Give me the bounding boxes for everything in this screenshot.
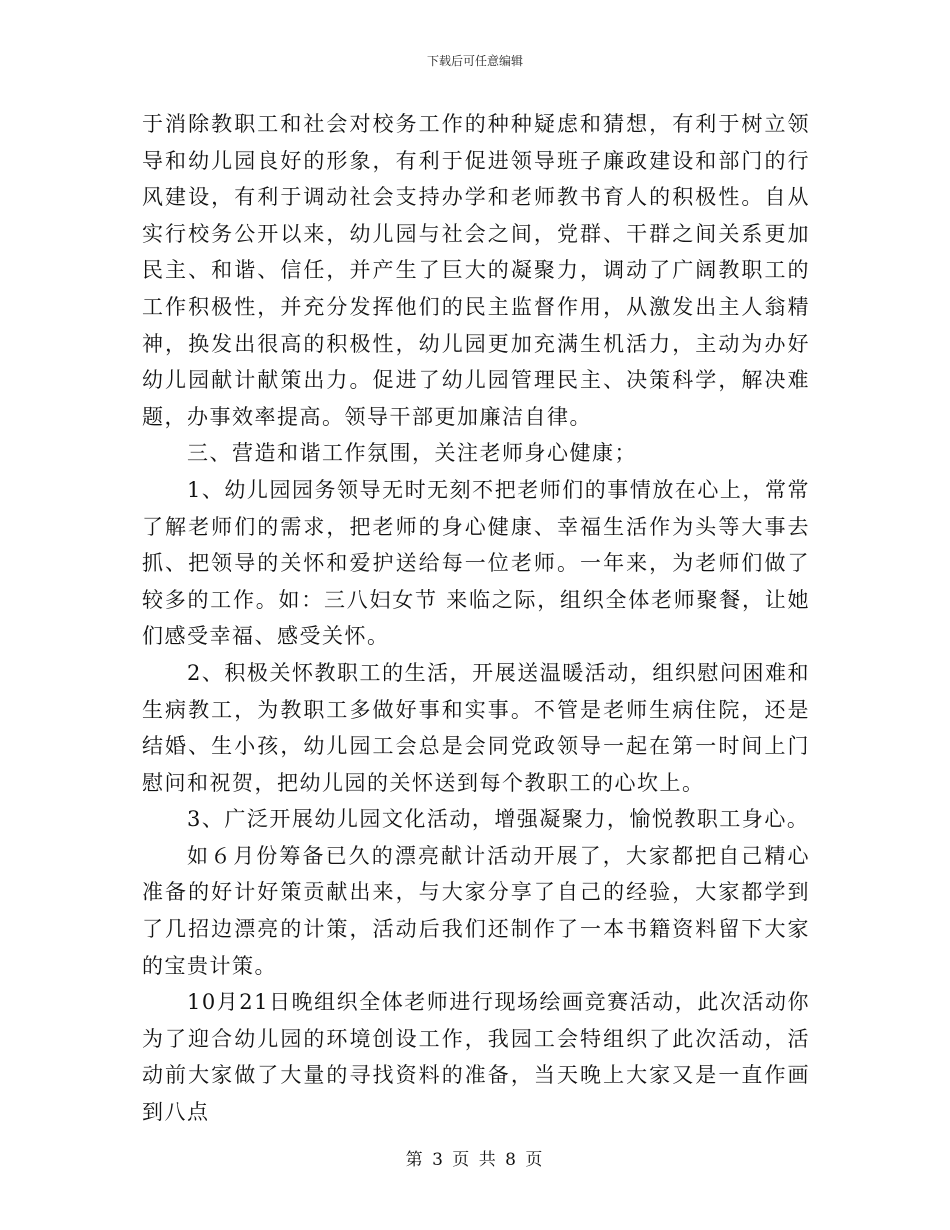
paragraph-june-activity: 如６月份筹备已久的漂亮献计活动开展了，大家都把自己精心准备的好计好策贡献出来，与大家分享了自己的经验，大家都学到了几招边漂亮的计策，活动后我们还制作了一本书籍资料留下大家的宝贵计策。 xyxy=(142,843,810,978)
paragraph-october-activity: 10月21日晚组织全体老师进行现场绘画竞赛活动，此次活动你为了迎合幼儿园的环境创设工作，我园工会特组织了此次活动，活动前大家做了大量的寻找资料的准备，当天晚上大家又是一直作画到八点 xyxy=(142,990,810,1125)
page-number-footer: 第 3 页 共 8 页 xyxy=(405,1150,545,1170)
document-body xyxy=(142,106,810,1131)
page-header: 下载后可任意编辑 xyxy=(426,54,523,68)
paragraph-item-2: 2、积极关怀教职工的生活，开展送温暖活动，组织慰问困难和生病教工，为教职工多做好事和实事。不管是老师生病住院，还是结婚、生小孩，幼儿园工会总是会同党政领导一起在第一时间上门慰问和祝贺，把幼儿园的关怀送到每个教职工的心坎上。 xyxy=(142,660,810,795)
paragraph-continuation: 于消除教职工和社会对校务工作的种种疑虑和猜想，有利于树立领导和幼儿园良好的形象，有利于促进领导班子廉政建设和部门的行风建设，有利于调动社会支持办学和老师教书育人的积极性。自从实行校务公开以来，幼儿园与社会之间，党群、干群之间关系更加民主、和谐、信任，并产生了巨大的凝聚力，调动了广阔教职工的工作积极性，并充分发挥他们的民主监督作用，从激发出主人翁精神，换发出很高的积极性，幼儿园更加充满生机活力，主动为办好幼儿园献计献策出力。促进了幼儿园管理民主、决策科学，解决难题，办事效率提高。领导干部更加廉洁自律。 xyxy=(142,112,810,429)
paragraph-item-3: 3、广泛开展幼儿园文化活动，增强凝聚力，愉悦教职工身心。 xyxy=(187,807,810,832)
section-heading-three: 三、营造和谐工作氛围，关注老师身心健康； xyxy=(187,441,637,466)
paragraph-item-1: 1、幼儿园园务领导无时无刻不把老师们的事情放在心上，常常了解老师们的需求，把老师的身心健康、幸福生活作为头等大事去抓、把领导的关怀和爱护送给每一位老师。一年来，为老师们做了较多的工作。如：三八妇女节 来临之际，组织全体老师聚餐，让她们感受幸福、感受关怀。 xyxy=(142,477,810,649)
